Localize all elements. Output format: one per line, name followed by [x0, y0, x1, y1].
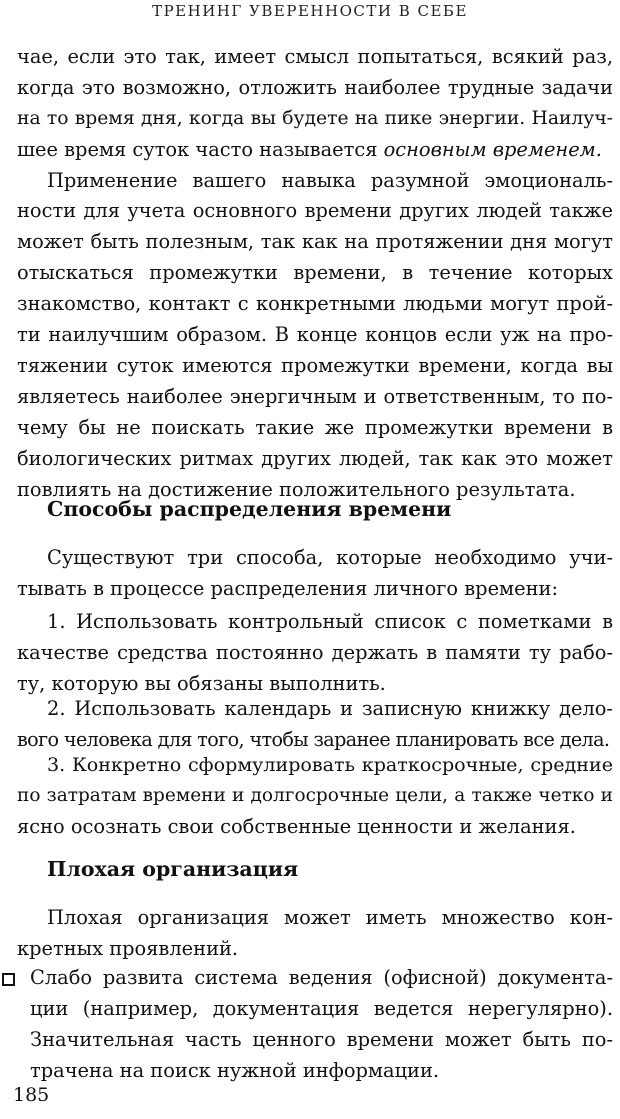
paragraph-three-methods — [17, 543, 613, 605]
running-head: ТРЕНИНГ УВЕРЕННОСТИ В СЕБЕ — [152, 2, 468, 20]
text-fragment: шее время суток часто называется — [17, 137, 384, 161]
text-line: может быть полезным, так как на протяжении дня могут — [17, 230, 613, 254]
checkbox-icon — [2, 973, 15, 986]
text-line: Применение вашего навыка разумной эмоциональ- — [47, 168, 613, 192]
text-line — [17, 135, 613, 166]
text-line: Слабо развита система ведения (офисной) документа- — [30, 966, 613, 989]
text-line: чае, если это так, имеет смысл попытаться, всякий раз, — [17, 45, 613, 68]
text-line: ту, которую вы обязаны выполнить. — [17, 671, 386, 695]
text-line: биологических ритмах других людей, так как это может — [17, 446, 613, 470]
text-line: трачена на поиск нужной информации. — [30, 1058, 440, 1082]
list-item-1 — [17, 607, 613, 700]
paragraph-poor-organization — [17, 903, 613, 965]
list-item-3 — [17, 750, 613, 843]
text-line: отыскаться промежутки времени, в течение которых — [17, 261, 613, 285]
section-heading-time-allocation: Способы распределения времени — [47, 497, 452, 521]
text-line: Существуют три способа, которые необходимо учи- — [47, 546, 613, 569]
text-line: 3. Конкретно сформулировать краткосрочные, средние — [47, 753, 613, 776]
paragraph-biorhythms — [17, 166, 613, 506]
bullet-item-documentation — [30, 963, 613, 1087]
emphasis-term: основным временем. — [383, 137, 602, 161]
text-line: качестве средства постоянно держать в памяти ту рабо- — [17, 640, 613, 664]
text-line: ции (например, документация ведется нерегулярно). — [30, 996, 613, 1020]
text-line: повлиять на достижение положительного результата. — [17, 477, 576, 501]
text-line: когда это возможно, отложить наиболее трудные задачи — [17, 75, 613, 99]
text-line: являетесь наиболее энергичным и ответственным, то по- — [17, 384, 613, 408]
text-line: вого человека для того, чтобы заранее планировать все дела. — [17, 727, 610, 751]
list-item-2 — [17, 694, 613, 756]
text-line: знакомство, контакт с конкретными людьми могут прой- — [17, 292, 613, 316]
text-line: 1. Использовать контрольный список с пометками в — [47, 610, 613, 633]
text-line: тяжении суток имеются промежутки времени, когда вы — [17, 353, 613, 377]
section-heading-poor-organization: Плохая организация — [47, 857, 299, 881]
text-line: Значительная часть ценного времени может быть по- — [30, 1027, 613, 1051]
paragraph-continuation — [17, 42, 613, 166]
page-number: 185 — [13, 1084, 50, 1106]
text-line: кретных проявлений. — [17, 936, 239, 960]
text-line: ти наилучшим образом. В конце концов если уж на про- — [17, 323, 613, 347]
text-line: тывать в процессе распределения личного времени: — [17, 576, 558, 600]
text-line: ности для учета основного времени других людей также — [17, 199, 613, 223]
text-line: на то время дня, когда вы будете на пике энергии. Наилуч- — [17, 107, 613, 129]
text-line: чему бы не поискать такие же промежутки времени в — [17, 415, 613, 439]
text-line: 2. Использовать календарь и записную книжку дело- — [47, 697, 613, 720]
text-line: по затратам времени и долгосрочные цели, а также четко и — [17, 784, 613, 806]
text-line: Плохая организация может иметь множество кон- — [47, 906, 613, 929]
text-line: ясно осознать свои собственные ценности и желания. — [17, 814, 576, 838]
